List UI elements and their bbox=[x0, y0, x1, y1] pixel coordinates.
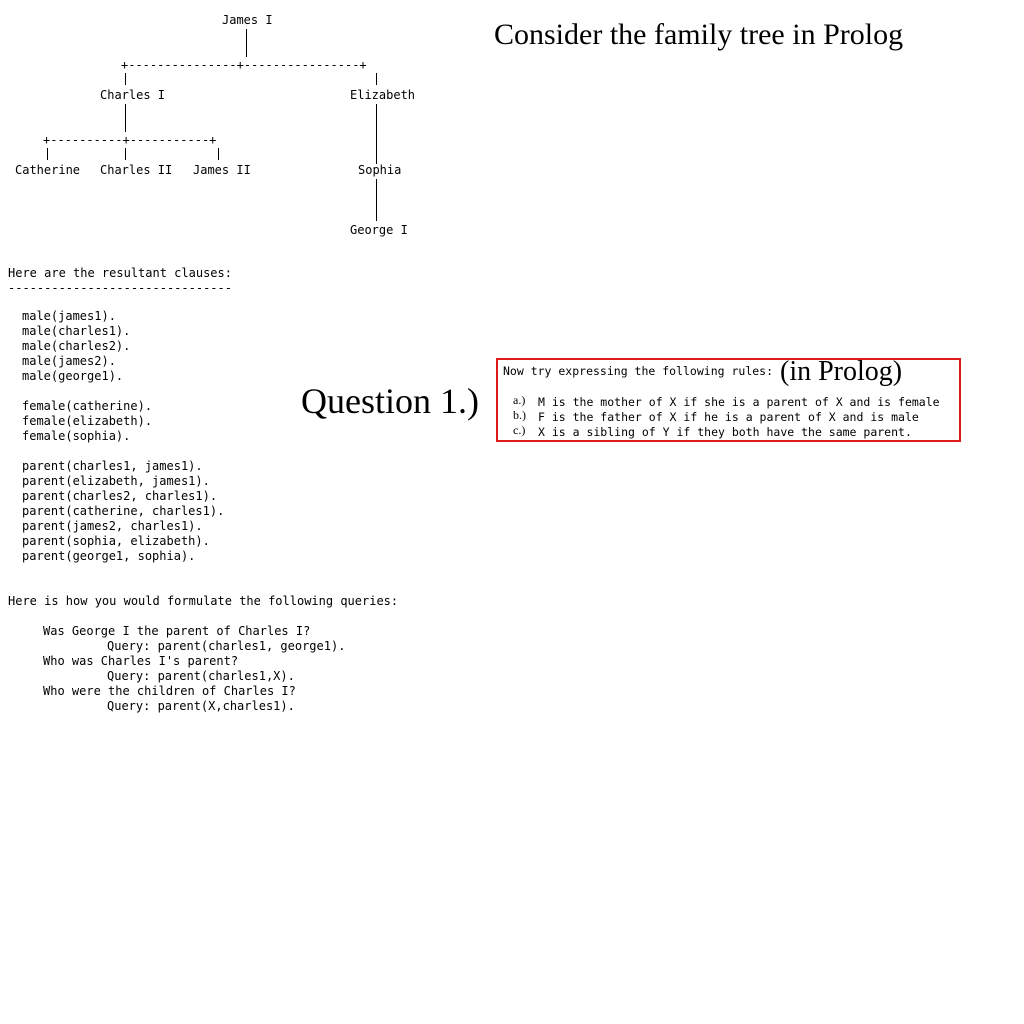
tree-node-elizabeth: Elizabeth bbox=[350, 88, 416, 102]
page-heading: Consider the family tree in Prolog bbox=[494, 18, 904, 51]
queries-intro: Here is how you would formulate the following queries: bbox=[8, 594, 399, 608]
query-question: Was George I the parent of Charles I? bbox=[43, 624, 311, 638]
parent-clause: parent(george1, sophia). bbox=[22, 549, 196, 563]
rules-intro: Now try expressing the following rules: bbox=[503, 364, 774, 378]
male-clause: male(james2). bbox=[22, 354, 116, 368]
query-answer: Query: parent(charles1,X). bbox=[107, 669, 295, 683]
rule-letter: c.) bbox=[513, 423, 526, 437]
parent-clause: parent(charles2, charles1). bbox=[22, 489, 218, 503]
parent-clause: parent(sophia, elizabeth). bbox=[22, 534, 210, 548]
tree-node-sophia: Sophia bbox=[358, 163, 402, 177]
tree-node-george1: George I bbox=[350, 223, 408, 237]
tree-connector-gen2: +---------------+----------------+ bbox=[121, 58, 367, 72]
male-clause: male(charles1). bbox=[22, 324, 131, 338]
query-answer: Query: parent(charles1, george1). bbox=[107, 639, 346, 653]
female-clause: female(sophia). bbox=[22, 429, 131, 443]
rules-suffix: (in Prolog) bbox=[780, 356, 903, 387]
male-clause: male(george1). bbox=[22, 369, 124, 383]
clauses-intro: Here are the resultant clauses: bbox=[8, 266, 232, 280]
tree-node-charles2: Charles II bbox=[100, 163, 173, 177]
tree-node-james1: James I bbox=[222, 13, 273, 27]
rule-text: M is the mother of X if she is a parent of X and is female bbox=[538, 395, 940, 409]
question-label: Question 1.) bbox=[301, 381, 479, 421]
query-question: Who were the children of Charles I? bbox=[43, 684, 296, 698]
parent-clause: parent(catherine, charles1). bbox=[22, 504, 225, 518]
tree-node-charles1: Charles I bbox=[100, 88, 166, 102]
parent-clause: parent(charles1, james1). bbox=[22, 459, 203, 473]
rule-text: X is a sibling of Y if they both have the same parent. bbox=[538, 425, 912, 439]
parent-clause: parent(james2, charles1). bbox=[22, 519, 203, 533]
male-clause: male(james1). bbox=[22, 309, 116, 323]
rule-letter: b.) bbox=[513, 408, 526, 422]
tree-node-james2: James II bbox=[193, 163, 251, 177]
rule-text: F is the father of X if he is a parent of X and is male bbox=[538, 410, 919, 424]
rule-letter: a.) bbox=[513, 393, 526, 407]
tree-node-catherine: Catherine bbox=[15, 163, 81, 177]
male-clause: male(charles2). bbox=[22, 339, 131, 353]
query-question: Who was Charles I's parent? bbox=[43, 654, 239, 668]
parent-clause: parent(elizabeth, james1). bbox=[22, 474, 210, 488]
clauses-divider: ------------------------------- bbox=[8, 281, 232, 295]
female-clause: female(catherine). bbox=[22, 399, 153, 413]
tree-connector-gen3: +----------+-----------+ bbox=[43, 133, 217, 147]
query-answer: Query: parent(X,charles1). bbox=[107, 699, 295, 713]
female-clause: female(elizabeth). bbox=[22, 414, 153, 428]
